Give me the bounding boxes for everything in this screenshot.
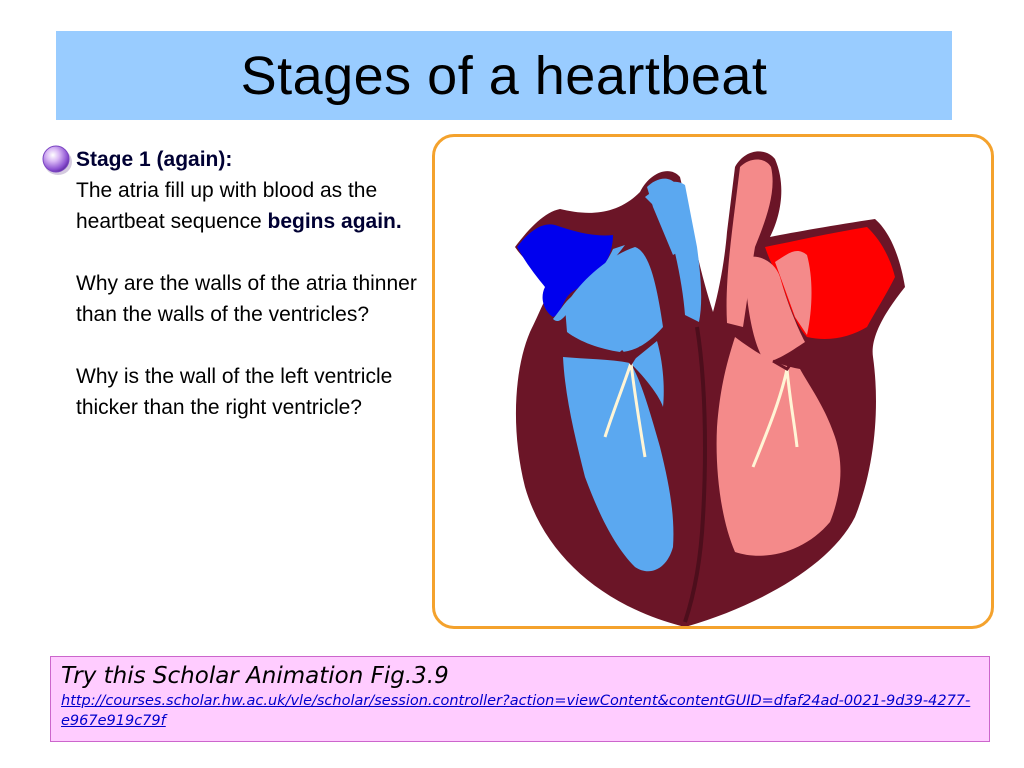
scholar-animation-box: [50, 656, 990, 742]
purple-sphere-icon: [40, 143, 74, 177]
heart-diagram-frame: [432, 134, 994, 629]
stage-description: [76, 144, 426, 423]
stage-text: The atria fill up with blood as the heartbeat sequence begins again.: [76, 179, 402, 233]
animation-caption: Try this Scholar Animation Fig.3.9: [61, 663, 449, 689]
question-atria-walls: Why are the walls of the atria thinner than the walls of the ventricles?: [76, 272, 417, 326]
title-bar: [56, 31, 952, 120]
heart-cross-section-icon: [435, 137, 994, 629]
stage-heading: Stage 1 (again):: [76, 148, 233, 171]
scholar-animation-link[interactable]: http://courses.scholar.hw.ac.uk/vle/scholar/session.controller?action=viewContent&contentGUID=dfaf24ad-0021-9d39-4277-e967e919c79f: [61, 693, 971, 729]
stage-text-bold: begins again.: [267, 210, 402, 233]
slide-title: Stages of a heartbeat: [240, 45, 768, 106]
question-ventricle-wall: Why is the wall of the left ventricle thicker than the right ventricle?: [76, 365, 393, 419]
